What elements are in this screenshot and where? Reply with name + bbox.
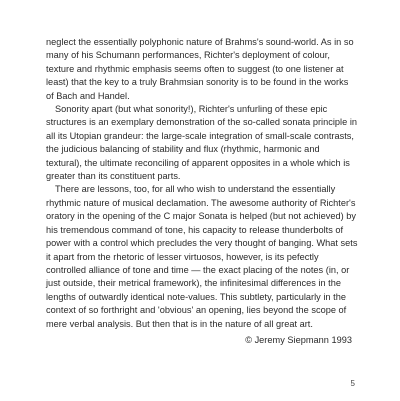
- paragraph-1: neglect the essentially polyphonic nature of Brahms's sound-world. As in so many of his Schumann performances, Richter's deployment of colour, texture and rhythmic emphasis seems often to suggest (to one listener at least) that the key to a truly Brahmsian sonority is to be found in the works of Bach and Handel.: [46, 37, 354, 101]
- paragraph-3: There are lessons, too, for all who wish to understand the essentially rhythmic nature of musical declamation. The awesome authority of Richter's oratory in the opening of the C major Sonata is helped (but not achieved) by his tremendous command of tone, his capacity to release thunderbolts of power with a control which precludes the very thought of banging. What sets it apart from the rhetoric of lesser virtuosos, however, is its pefectly controlled alliance of tone and time — the exact placing of the notes (in, or just outside, their metrical framework), the infinitesimal differences in the lengths of outwardly identical note-values. This subtlety, particularly in the context of so forthright and 'obvious' an opening, lies beyond the scope of mere verbal analysis. But then that is in the nature of all great art.: [46, 184, 358, 329]
- author-signature: © Jeremy Siepmann 1993: [245, 334, 352, 345]
- paragraph-2: Sonority apart (but what sonority!), Richter's unfurling of these epic structures is an exemplary demonstration of the so-called sonata principle in all its Utopian grandeur: the large-scale integration of small-scale contrasts, the judicious balancing of stability and flux (rhythmic, harmonic and textural), the ultimate reconciling of apparent opposites in a whole which is greater than its constituent parts.: [46, 104, 358, 182]
- body-text: [46, 36, 358, 347]
- page-number: 5: [350, 379, 355, 388]
